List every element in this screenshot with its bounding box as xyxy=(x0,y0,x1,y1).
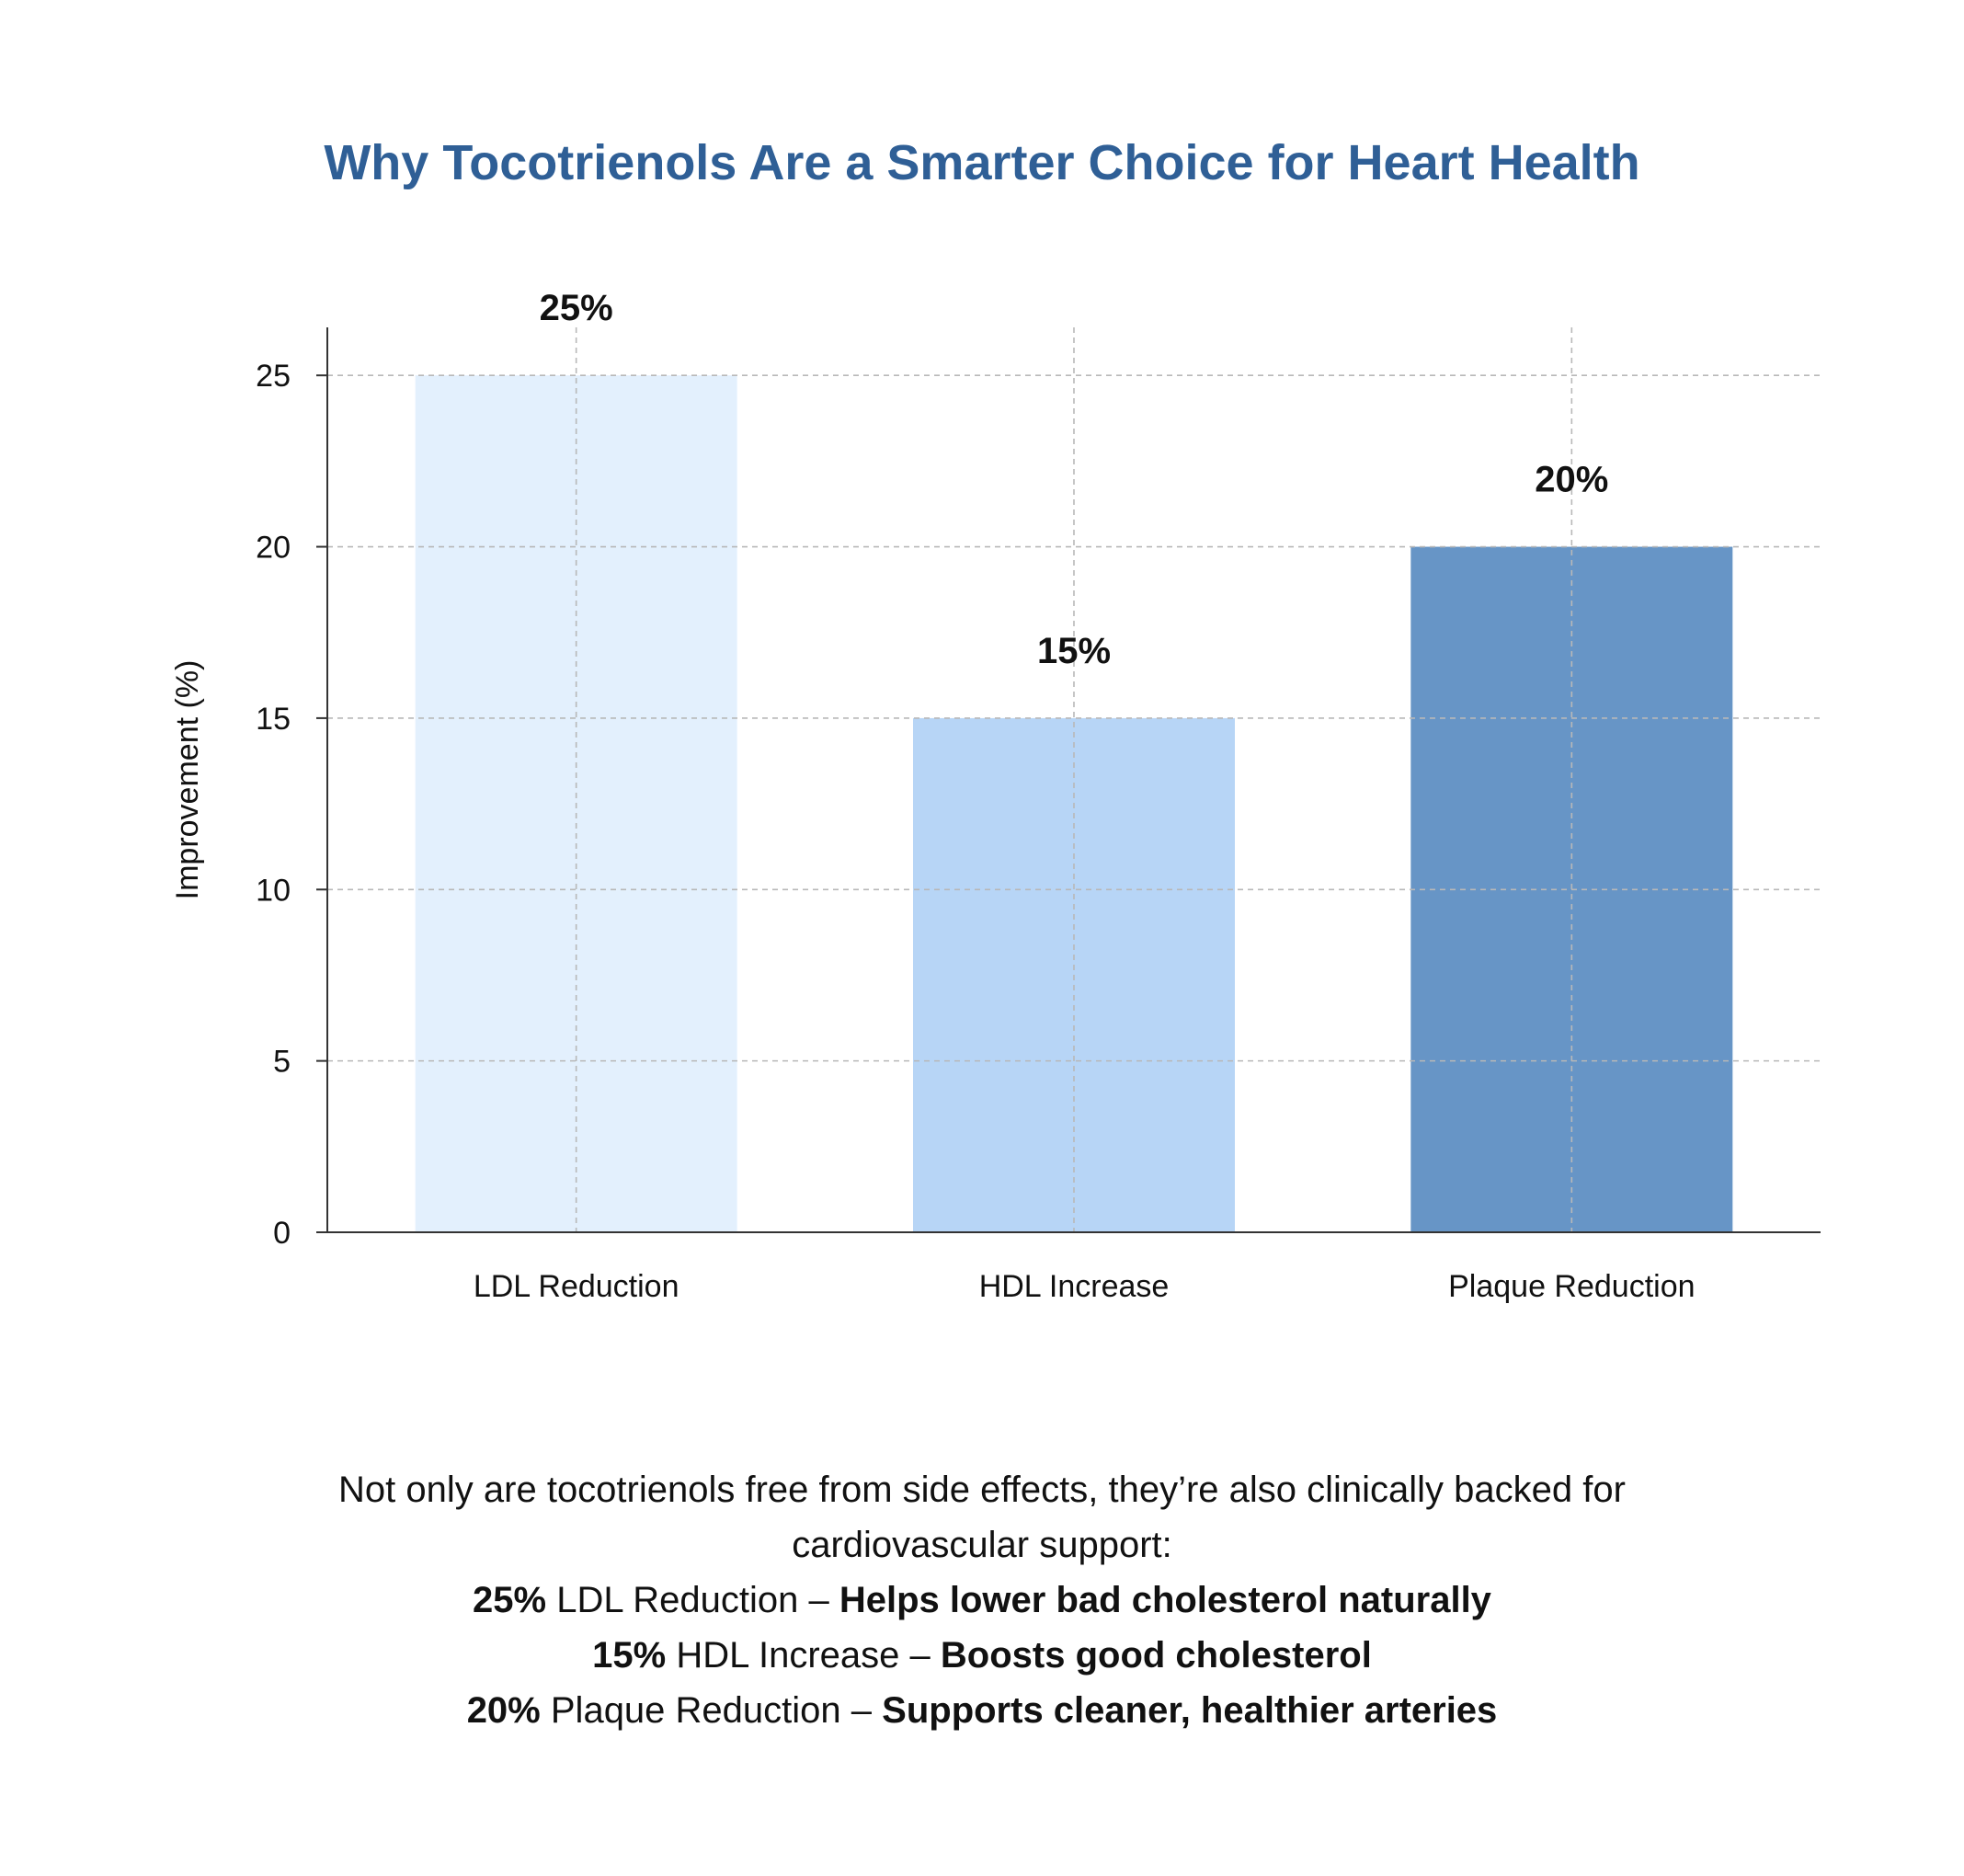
caption-point-hdl xyxy=(0,1628,1964,1683)
y-tick-label: 5 xyxy=(273,1044,291,1080)
data-label: 15% xyxy=(1036,630,1112,671)
caption-point-value: 25% xyxy=(473,1580,547,1620)
caption-intro-line-1: Not only are tocotrienols free from side effects, they’re also clinically backed for xyxy=(338,1470,1626,1510)
y-tick-label: 15 xyxy=(256,701,291,737)
caption-point-value: 20% xyxy=(466,1690,541,1731)
caption xyxy=(0,1462,1964,1738)
caption-point-label: Plaque Reduction – xyxy=(550,1690,873,1731)
y-tick-label: 25 xyxy=(256,359,291,395)
caption-point-benefit: Boosts good cholesterol xyxy=(940,1635,1372,1676)
caption-point-ldl xyxy=(0,1573,1964,1628)
caption-point-plaque xyxy=(0,1683,1964,1738)
x-tick-label: HDL Increase xyxy=(978,1269,1170,1304)
chart-title: Why Tocotrienols Are a Smarter Choice for Heart Health xyxy=(324,135,1640,190)
data-label: 25% xyxy=(539,288,613,329)
x-tick-label: LDL Reduction xyxy=(473,1269,679,1304)
y-axis-title: Improvement (%) xyxy=(170,659,205,900)
caption-point-label: LDL Reduction – xyxy=(556,1580,829,1620)
x-tick-label: Plaque Reduction xyxy=(1448,1269,1696,1304)
y-tick-label: 20 xyxy=(256,530,291,566)
caption-point-label: HDL Increase – xyxy=(676,1635,931,1676)
caption-intro-line-2: cardiovascular support: xyxy=(792,1525,1172,1565)
caption-point-benefit: Supports cleaner, healthier arteries xyxy=(882,1690,1498,1731)
y-tick-label: 10 xyxy=(256,873,291,909)
data-label: 20% xyxy=(1535,459,1609,500)
caption-point-value: 15% xyxy=(592,1635,667,1676)
y-tick-label: 0 xyxy=(273,1216,291,1251)
caption-point-benefit: Helps lower bad cholesterol naturally xyxy=(839,1580,1491,1620)
